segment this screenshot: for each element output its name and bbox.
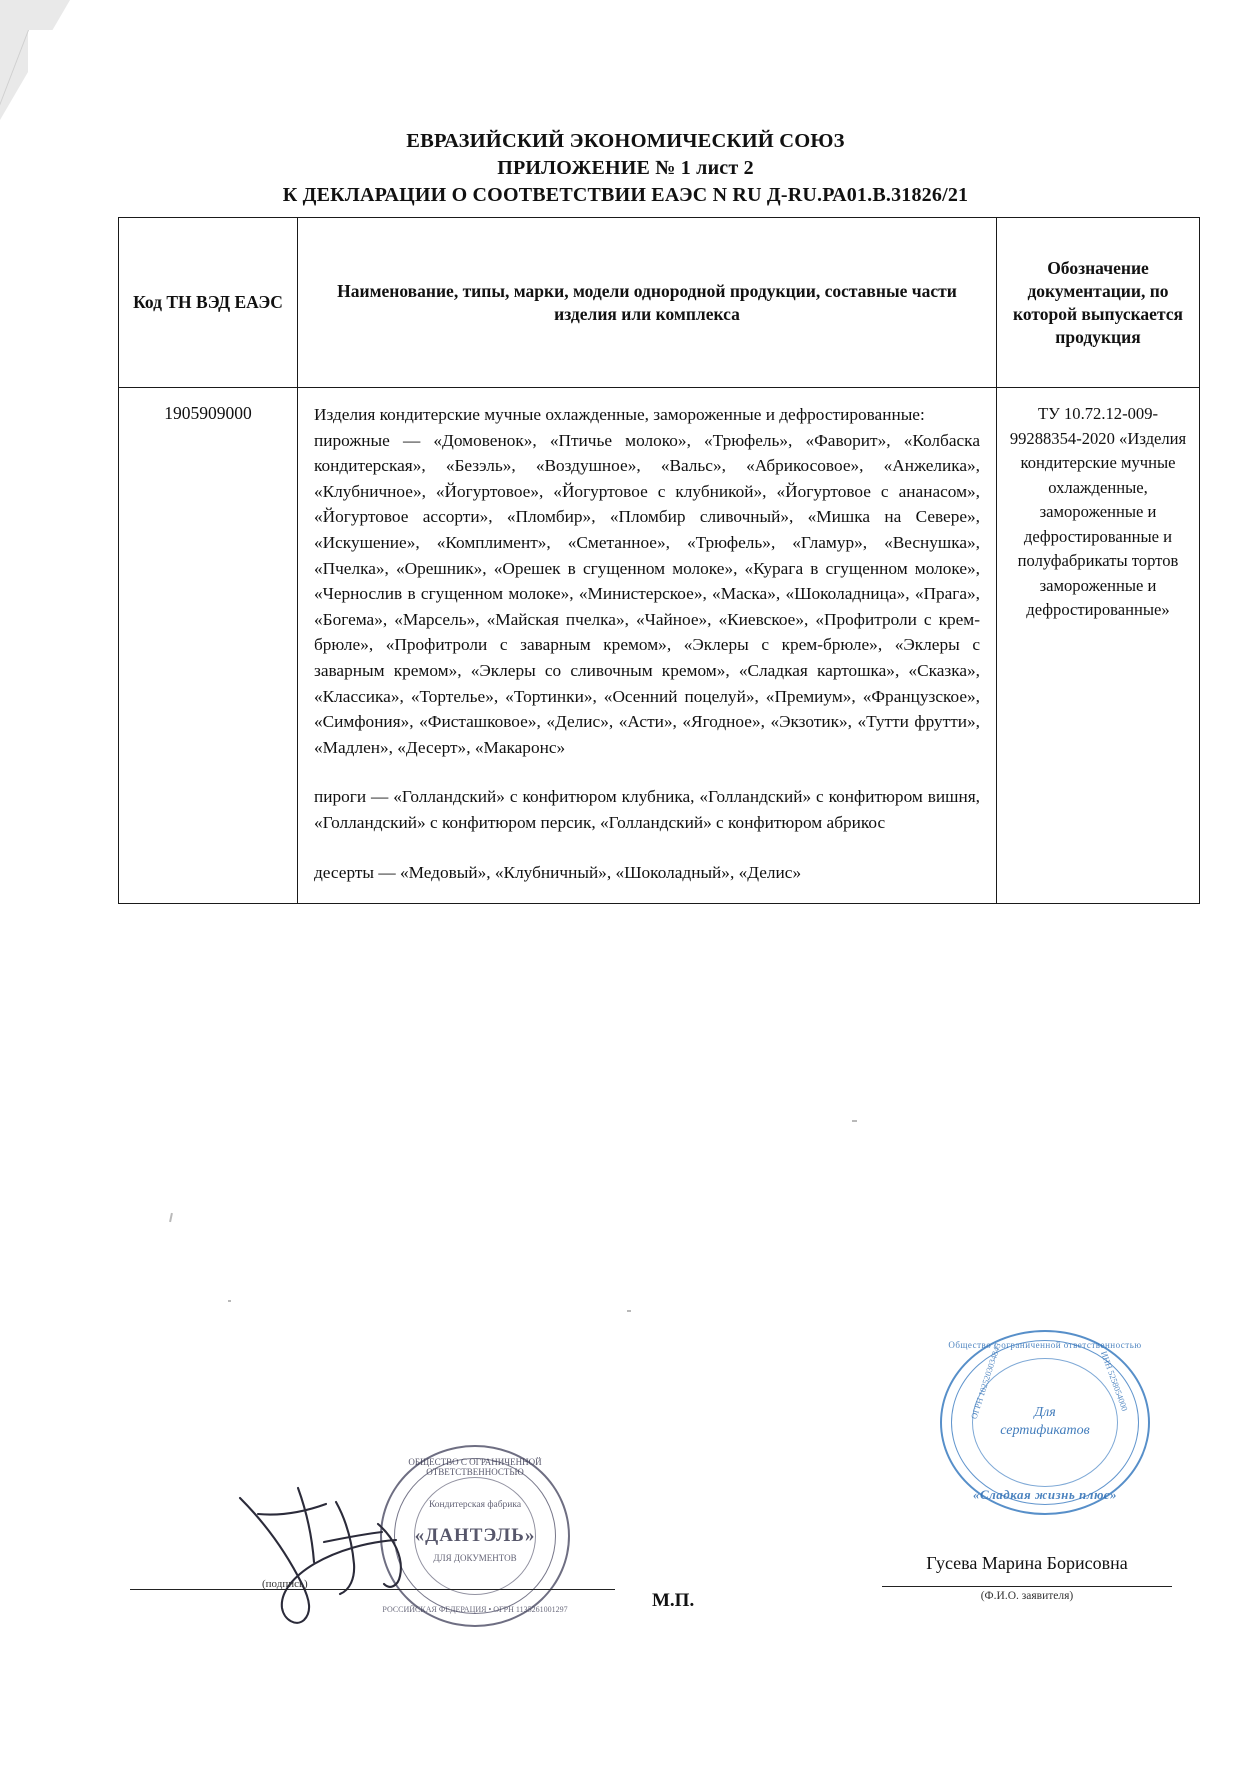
product-pastries: пирожные — «Домовенок», «Птичье молоко», «Трюфель», «Фаворит», «Колбаска кондитерская», «Безэль», «Воздушное», «Вальс», «Абрикосовое», «Анжелика», «Клубничное», «Йогуртовое», «Йогуртовое с клубникой», «Йогуртовое с ананасом», «Йогуртовое ассорти», «Пломбир», «Пломбир сливочный», «Мишка на Севере», «Искушение», «Комплимент», «Сметанное», «Трюфель», «Гламур», «Веснушка», «Пчелка», «Орешник», «Орешек в сгущенном молоке», «Курага в сгущенном молоке», «Чернослив в сгущенном молоке», «Министерское», «Маска», «Шоколадница», «Прага», «Богема», «Марсель», «Майская пчелка», «Чайное», «Киевское», «Профитроли с крем-брюле», «Профитроли с заварным кремом», «Эклеры с крем-брюле», «Эклеры с заварным кремом», «Эклеры со сливочным кремом», «Сладкая картошка», «Сказка», «Классика», «Тортелье», «Тортинки», «Осенний поцелуй», «Премиум», «Французское», «Симфония», «Фисташковое», «Делис», «Асти», «Ягодное», «Экзотик», «Тутти фрутти», «Мадлен», «Десерт», «Макаронс»	[314, 430, 980, 757]
header-line-declaration: К ДЕКЛАРАЦИИ О СООТВЕТСТВИИ ЕАЭС N RU Д-RU.РА01.В.31826/21	[282, 184, 969, 206]
declarant-name: Гусева Марина Борисовна	[926, 1553, 1128, 1573]
stamp-brand-text: «ДАНТЭЛЬ»	[414, 1525, 536, 1546]
stamp-inn-text: ИНН 5258054000	[1098, 1349, 1130, 1413]
table-header-row	[119, 218, 1200, 388]
header-line-union: ЕВРАЗИЙСКИЙ ЭКОНОМИЧЕСКИЙ СОЮЗ	[406, 130, 845, 152]
paragraph-gap-1	[314, 760, 980, 784]
column-header-name: Наименование, типы, марки, модели однородной продукции, составные части изделия или комплекса	[298, 218, 997, 388]
stamp-bottom-text: РОССИЙСКАЯ ФЕДЕРАЦИЯ • ОГРН 1135261001297	[382, 1605, 568, 1614]
header-line-appendix: ПРИЛОЖЕНИЕ № 1 лист 2	[497, 157, 754, 179]
page-speck	[228, 1300, 231, 1302]
declarant-line	[882, 1586, 1172, 1587]
table-row	[119, 388, 1200, 904]
document-header	[0, 128, 1251, 209]
product-pies: пироги — «Голландский» с конфитюром клубника, «Голландский» с конфитюром вишня, «Голландский» с конфитюром персик, «Голландский» с конфитюром абрикос	[314, 787, 980, 832]
stamp-center-line1: Для	[1034, 1405, 1056, 1420]
cell-product-name	[298, 388, 997, 904]
manufacturer-dark-stamp	[380, 1445, 570, 1627]
column-header-code: Код ТН ВЭД ЕАЭС	[119, 218, 298, 388]
product-desserts: десерты — «Медовый», «Клубничный», «Шоколадный», «Делис»	[314, 862, 802, 882]
stamp-ogrn-text: ОГРН 1025203034845	[968, 1341, 1003, 1421]
stamp-factory-text: Кондитерская фабрика	[428, 1500, 522, 1510]
stamp-center-text	[940, 1404, 1150, 1440]
cell-documentation: ТУ 10.72.12-009-99288354-2020 «Изделия кондитерские мучные охлажденные, замороженные и дефростированные и полуфабрикаты тортов замороженные и дефростированные»	[997, 388, 1200, 904]
cell-tnved-code: 1905909000	[119, 388, 298, 904]
paragraph-gap-2	[314, 836, 980, 860]
signature-line	[130, 1589, 615, 1590]
stamp-center-line2: сертификатов	[1000, 1423, 1090, 1438]
product-table	[118, 217, 1200, 904]
table-body	[119, 388, 1200, 904]
page-speck	[852, 1120, 857, 1122]
stamp-top-text: ОБЩЕСТВО С ОГРАНИЧЕННОЙ ОТВЕТСТВЕННОСТЬЮ	[408, 1457, 542, 1477]
organization-blue-stamp	[940, 1330, 1150, 1515]
stamp-purpose-text: ДЛЯ ДОКУМЕНТОВ	[433, 1553, 517, 1563]
declarant-caption: (Ф.И.О. заявителя)	[980, 1590, 1074, 1602]
stamp-bottom-text: «Сладкая жизнь плюс»	[972, 1487, 1118, 1502]
signature-caption: (подпись)	[262, 1578, 308, 1590]
page-speck	[169, 1213, 173, 1222]
stamp-top-text: Общество с ограниченной ответственностью	[948, 1340, 1142, 1350]
stamp-place-label: М.П.	[652, 1590, 695, 1611]
product-intro: Изделия кондитерские мучные охлажденные, замороженные и дефростированные:	[314, 405, 925, 424]
page-speck	[627, 1310, 631, 1312]
table-head	[119, 218, 1200, 388]
column-header-doc: Обозначение документации, по которой выпускается продукция	[997, 218, 1200, 388]
